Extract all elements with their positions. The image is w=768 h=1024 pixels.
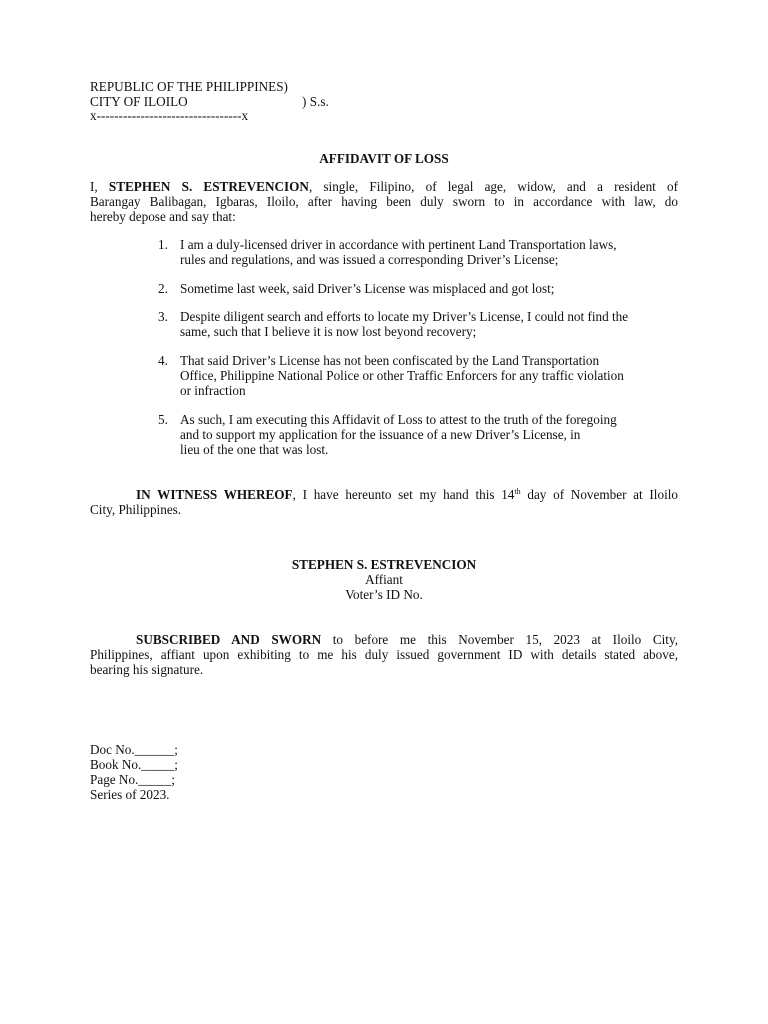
jurat-line-2: Philippines, affiant upon exhibiting to me his duly issued government ID with details stated above, — [90, 646, 678, 662]
witness-line-1 — [90, 488, 678, 503]
affiant-role: Affiant — [365, 572, 403, 587]
caption-ss: ) S.s. — [302, 94, 329, 109]
witness-text-b: day of November at Iloilo — [520, 487, 678, 502]
affiant-id-label: Voter’s ID No. — [345, 587, 423, 602]
intro-line1-rest: , single, Filipino, of legal age, widow, and a resident of — [308, 179, 678, 194]
list-text-line: That said Driver’s License has not been confiscated by the Land Transportation — [180, 353, 600, 368]
jurat-line-3: bearing his signature. — [90, 661, 204, 677]
intro-line-1 — [90, 180, 678, 195]
jurat-lead: SUBSCRIBED AND SWORN — [136, 632, 322, 647]
book-number: Book No._____; — [90, 757, 178, 772]
list-number: 1. — [158, 237, 168, 252]
witness-text-a: , I have hereunto set my hand this 14 — [292, 487, 515, 502]
notarial-register — [90, 742, 178, 802]
list-text-line: or infraction — [180, 382, 246, 398]
list-text-line: I am a duly-licensed driver in accordance with pertinent Land Transportation laws, — [180, 237, 617, 252]
list-text-line: rules and regulations, and was issued a corresponding Driver’s License; — [180, 251, 559, 267]
page-number: Page No._____; — [90, 772, 175, 787]
signature-block — [0, 557, 768, 602]
list-text-line: Office, Philippine National Police or other Traffic Enforcers for any traffic violation — [180, 367, 624, 383]
series-year: Series of 2023. — [90, 787, 170, 802]
caption-republic: REPUBLIC OF THE PHILIPPINES) — [90, 79, 288, 94]
caption-city: CITY OF ILOILO — [90, 94, 188, 109]
document-title: AFFIDAVIT OF LOSS — [319, 151, 449, 166]
caption-separator: x---------------------------------x — [90, 108, 249, 123]
witness-lead: IN WITNESS WHEREOF — [136, 487, 293, 502]
witness-paragraph — [90, 488, 678, 518]
affiant-name: STEPHEN S. ESTREVENCION — [291, 557, 477, 572]
witness-ordinal: th — [514, 487, 521, 496]
list-text-line: same, such that I believe it is now lost beyond recovery; — [180, 323, 477, 339]
intro-line-2: Barangay Balibagan, Igbaras, Iloilo, after having been duly sworn to in accordance with law, do — [90, 193, 678, 209]
list-text-line: Sometime last week, said Driver’s License was misplaced and got lost; — [180, 281, 555, 296]
list-number: 3. — [158, 309, 168, 324]
list-text-line: As such, I am executing this Affidavit of Loss to attest to the truth of the foregoing — [180, 412, 617, 427]
list-number: 2. — [158, 281, 168, 296]
intro-line-3: hereby depose and say that: — [90, 208, 236, 224]
doc-number: Doc No.______; — [90, 742, 178, 757]
list-text-line: lieu of the one that was lost. — [180, 441, 329, 457]
intro-paragraph — [90, 180, 678, 224]
witness-line-2: City, Philippines. — [90, 501, 182, 517]
jurat-line1-rest: to before me this November 15, 2023 at Iloilo City, — [321, 632, 678, 647]
jurat-line-1 — [90, 633, 678, 648]
list-text-line: Despite diligent search and efforts to locate my Driver’s License, I could not find the — [180, 309, 629, 324]
list-number: 4. — [158, 353, 168, 368]
list-number: 5. — [158, 412, 168, 427]
intro-prefix: I, — [90, 179, 109, 194]
affiant-name-inline: STEPHEN S. ESTREVENCION — [108, 179, 309, 194]
jurat-paragraph — [90, 633, 678, 677]
list-text-line: and to support my application for the issuance of a new Driver’s License, in — [180, 426, 581, 442]
